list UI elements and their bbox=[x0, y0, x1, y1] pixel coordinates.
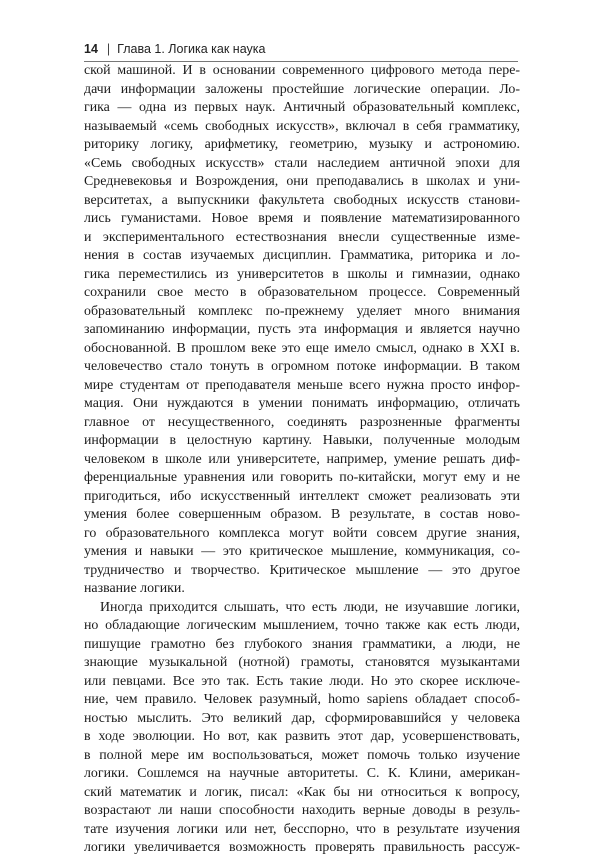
text-line: верситетах, а выпускники факультета свободных искусств станови- bbox=[84, 192, 520, 208]
text-line: возрастают ли наши способности находить верные доводы в резуль- bbox=[84, 803, 520, 818]
text-line: тате изучения логики или нет, бесспорно, что в результате изучения bbox=[84, 821, 520, 837]
text-line: гика переместились из университетов в школы и гимназии, однако bbox=[84, 266, 520, 282]
text-line: или певцами. Все это так. Есть такие люди. Но это скорее исключе- bbox=[84, 673, 520, 689]
text-line: пишущие грамотно без глубокого знания грамматики, а люди, не bbox=[84, 636, 520, 652]
text-line: ференциальные уравнения или говорить по-китайски, могут ему и не bbox=[84, 470, 520, 485]
text-line: главное от несущественного, соединять разрозненные фрагменты bbox=[84, 414, 520, 430]
text-line: в ходе эволюции. Но вот, как развить этот дар, усовершенствовать, bbox=[84, 729, 520, 744]
text-line: и экспериментального естествознания внесли существенные изме- bbox=[84, 229, 520, 245]
text-line: риторику логику, арифметику, геометрию, музыку и астрономию. bbox=[84, 137, 520, 152]
text-line: пригодиться, ибо искусственный интеллект сможет реализовать эти bbox=[84, 488, 520, 504]
text-line: Средневековья и Возрождения, они преподавались в школах и уни- bbox=[84, 174, 520, 189]
chapter-title: Глава 1. Логика как наука bbox=[117, 42, 266, 56]
text-line: логики увеличивается возможность проверять правильность рассуж- bbox=[84, 840, 520, 855]
text-line: ский математик и логик, писал: «Как бы ни относиться к вопросу, bbox=[84, 784, 520, 800]
text-line: ностью мыслить. Это великий дар, сформировавшийся у человека bbox=[84, 710, 520, 726]
body-text bbox=[84, 62, 520, 858]
text-line: го образовательного комплекса могут войти совсем другие знания, bbox=[84, 525, 520, 541]
text-line: трудничество и творчество. Критическое мышление — это другое bbox=[84, 562, 520, 578]
text-line: умения и навыки — это критическое мышление, коммуникация, со- bbox=[84, 544, 520, 559]
text-line: сохранили свое место в образовательном процессе. Современный bbox=[84, 285, 520, 300]
text-line: логики. Сошлемся на научные авторитеты. С. К. Клини, американ- bbox=[84, 766, 520, 781]
text-line: ской машиной. И в основании современного цифрового метода пере- bbox=[84, 63, 520, 78]
text-line: обоснованной. В прошлом веке это еще имело смысл, однако в XXI в. bbox=[84, 340, 520, 356]
text-line: умения более совершенным образом. В результате, в состав ново- bbox=[84, 507, 520, 522]
text-line: нения в состав изучаемых дисциплин. Грамматика, риторика и ло- bbox=[84, 248, 520, 263]
text-line: человечество стало тонуть в огромном потоке информации. В таком bbox=[84, 359, 520, 374]
text-line: человеком в школе или университете, например, умение решать диф- bbox=[84, 451, 520, 467]
text-line: «Семь свободных искусств» стали наследием античной эпохи для bbox=[84, 155, 520, 171]
text-line: гика — одна из первых наук. Античный образовательный комплекс, bbox=[84, 100, 520, 115]
page-number: 14 bbox=[84, 42, 98, 56]
header-separator: | bbox=[106, 42, 111, 56]
text-line: лись гуманистами. Новое время и появление математизированного bbox=[84, 211, 520, 226]
text-line: дачи информации заложены простейшие логические операции. Ло- bbox=[84, 81, 520, 97]
text-line: запоминанию информации, пусть эта информация и является научно bbox=[84, 322, 520, 337]
text-line: в полной мере им воспользоваться, может помочь только изучение bbox=[84, 747, 520, 763]
text-line: ние, чем правило. Человек разумный, homo sapiens обладает способ- bbox=[84, 692, 520, 707]
text-line: название логики. bbox=[84, 581, 185, 596]
text-line: мация. Они нуждаются в умении понимать информацию, отличать bbox=[84, 396, 520, 411]
text-line: Иногда приходится слышать, что есть люди, не изучавшие логики, bbox=[100, 599, 520, 615]
text-line: образовательный комплекс по-прежнему уделяет много внимания bbox=[84, 303, 520, 319]
text-line: но обладающие логическим мышлением, точно также как есть люди, bbox=[84, 618, 520, 633]
text-line: называемый «семь свободных искусств», включал в себя грамматику, bbox=[84, 118, 520, 134]
text-line: знающие музыкальной (нотной) грамоты, становятся музыкантами bbox=[84, 655, 520, 670]
text-line: мире студентам от преподавателя меньше всего нужна просто инфор- bbox=[84, 377, 520, 393]
text-line: информации в целостную картину. Навыки, полученные молодым bbox=[84, 433, 520, 448]
running-head bbox=[84, 40, 518, 58]
